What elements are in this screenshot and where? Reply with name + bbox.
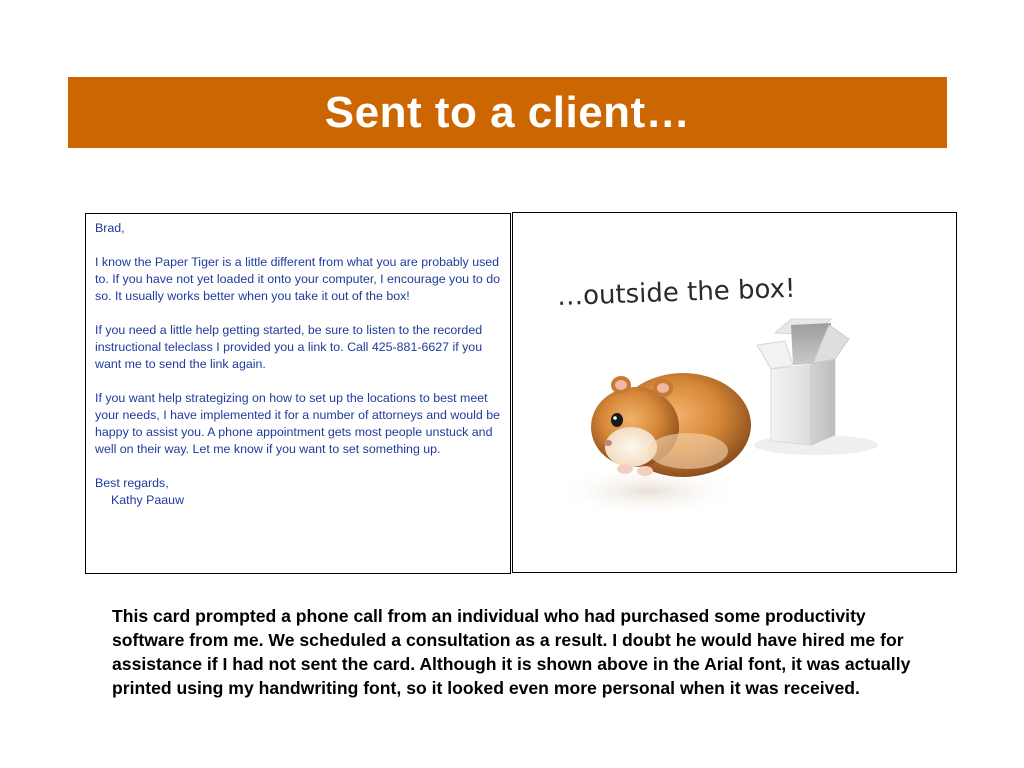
slide-title: Sent to a client… [324, 87, 691, 137]
card-image [512, 212, 957, 573]
letter-paragraph-3: If you want help strategizing on how to set up the locations to best meet your needs, I have implemented it for a number of attorneys and would be happy to assist you. A phone appointment gets most people unstuck and well on their way. Let me know if you want to set something up. [95, 391, 500, 456]
open-box-illustration [754, 319, 878, 455]
letter-signature: Kathy Paauw [111, 493, 185, 507]
letter-closing: Best regards, [95, 476, 169, 490]
caption-text: This card prompted a phone call from an individual who had purchased some productivity software from me. We scheduled a consultation as a result. I doubt he would have hired me for assistance if I had not sent the card. Although it is shown above in the Arial font, it was actually printed using my handwriting font, so it looked even more personal when it was received. [112, 606, 911, 698]
letter-paragraph-2: If you need a little help getting started, be sure to listen to the recorded instructional teleclass I provided you a link to. Call 425-881-6627 if you want me to send the link again. [95, 323, 483, 371]
handwritten-caption: …outside the box! [556, 273, 796, 313]
title-bar [68, 77, 947, 148]
letter-greeting: Brad, [95, 221, 125, 235]
card-illustration [513, 213, 955, 571]
letter-box [85, 213, 511, 574]
letter-paragraph-1: I know the Paper Tiger is a little different from what you are probably used to. If you have not yet loaded it onto your computer, I encourage you to do so. It usually works better when you take it out of the box! [95, 255, 501, 303]
hamster-illustration [591, 373, 751, 477]
